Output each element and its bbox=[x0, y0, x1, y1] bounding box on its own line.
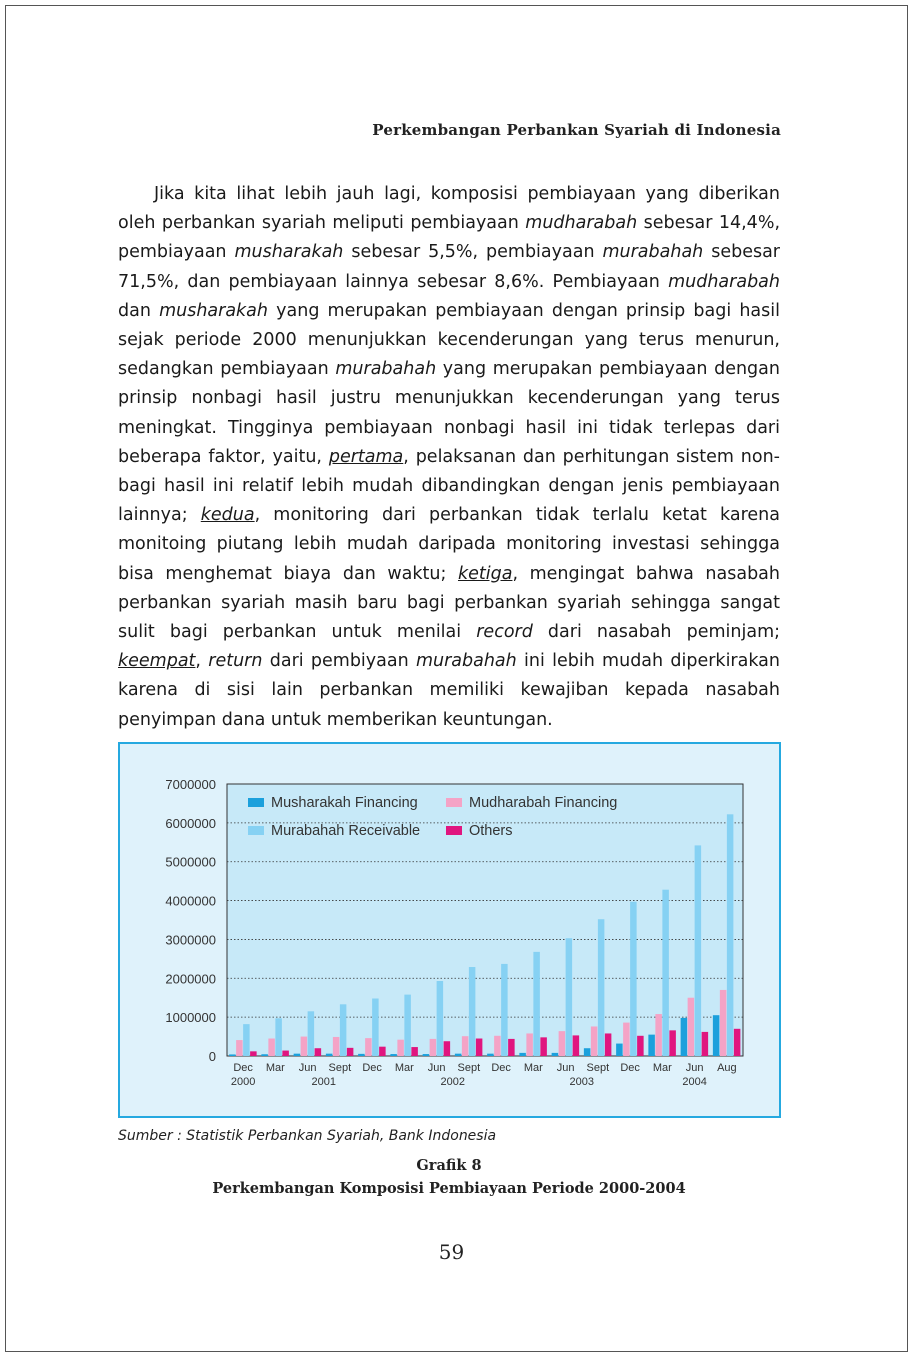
bar-murabahah-receivable bbox=[566, 938, 573, 1056]
x-tick-label: Jun bbox=[298, 1062, 317, 1074]
bar-murabahah-receivable bbox=[695, 845, 702, 1056]
legend-swatch bbox=[248, 826, 264, 835]
bar-murabahah-receivable bbox=[469, 967, 476, 1056]
bar-others bbox=[379, 1047, 386, 1056]
bar-mudharabah-financing bbox=[430, 1039, 437, 1056]
bar-others bbox=[444, 1041, 451, 1056]
body-paragraph: Jika kita lihat lebih jauh lagi, komposisi pembiayaan yang diberikan oleh perbankan syariah meliputi pembiayaan mudharabah sebesar 14,4%, pembiayaan musharakah sebesar 5,5%, pembiayaan murabahah sebesar 71,5%, dan pembiayaan lainnya sebesar 8,6%. Pembiayaan mudharabah dan musharakah yang merupakan pembiayaan dengan prinsip bagi hasil sejak periode 2000 menunjukkan kecenderungan yang terus menurun, sedangkan pembiayaan murabahah yang merupakan pembiayaan dengan prinsip nonbagi hasil justru menunjukkan kecenderungan yang terus meningkat. Tingginya pembiayaan nonbagi hasil ini tidak terlepas dari beberapa faktor, yaitu, pertama, pelaksanan dan perhitungan sistem non-bagi hasil ini relatif lebih mudah dibandingkan dengan jenis pembiayaan lainnya; kedua, monitoring dari perbankan tidak terlalu ketat karena monitoing piutang lebih mudah daripada monitoring investasi sehingga bisa menghemat biaya dan waktu; ketiga, mengingat bahwa nasabah perbankan syariah masih baru bagi perbankan syariah sehingga sangat sulit bagi perbankan untuk menilai record dari nasabah peminjam; keempat, return dari pembiyaan murabahah ini lebih mudah diperkirakan karena di sisi lain perbankan memiliki kewajiban kepada nasabah penyimpan dana untuk memberikan keuntungan. bbox=[118, 184, 781, 730]
x-tick-label: Dec bbox=[491, 1062, 511, 1074]
bar-others bbox=[573, 1035, 580, 1056]
bar-murabahah-receivable bbox=[533, 952, 540, 1056]
bar-musharakah-financing bbox=[584, 1048, 591, 1056]
bar-musharakah-financing bbox=[390, 1054, 397, 1056]
x-year-label: 2000 bbox=[230, 1076, 256, 1088]
bar-musharakah-financing bbox=[229, 1054, 236, 1056]
bar-murabahah-receivable bbox=[501, 964, 508, 1056]
x-tick-label: Dec bbox=[362, 1062, 382, 1074]
x-year-label: 2004 bbox=[682, 1076, 707, 1088]
x-tick-label: Mar bbox=[394, 1062, 414, 1074]
bar-mudharabah-financing bbox=[462, 1036, 469, 1056]
bar-murabahah-receivable bbox=[630, 902, 637, 1056]
y-tick-label: 7000000 bbox=[165, 777, 216, 792]
x-year-label: 2001 bbox=[311, 1076, 336, 1088]
bar-mudharabah-financing bbox=[591, 1026, 598, 1056]
bar-musharakah-financing bbox=[326, 1054, 333, 1056]
bar-others bbox=[702, 1032, 709, 1056]
legend-label: Mudharabah Financing bbox=[469, 795, 618, 811]
bar-musharakah-financing bbox=[487, 1054, 494, 1056]
bar-musharakah-financing bbox=[455, 1054, 462, 1056]
running-head: Perkembangan Perbankan Syariah di Indonesia bbox=[372, 121, 781, 139]
x-tick-label: Jun bbox=[556, 1062, 575, 1074]
bar-murabahah-receivable bbox=[340, 1004, 347, 1056]
bar-musharakah-financing bbox=[358, 1054, 365, 1056]
x-year-label: 2002 bbox=[440, 1076, 465, 1088]
y-tick-label: 3000000 bbox=[165, 932, 216, 948]
bar-murabahah-receivable bbox=[598, 919, 605, 1056]
x-tick-label: Dec bbox=[620, 1062, 640, 1074]
y-tick-label: 4000000 bbox=[165, 893, 216, 909]
chart-caption-number: Grafik 8 bbox=[416, 1157, 482, 1174]
bar-musharakah-financing bbox=[294, 1054, 301, 1056]
bar-musharakah-financing bbox=[261, 1054, 268, 1056]
bar-musharakah-financing bbox=[519, 1053, 526, 1056]
bar-others bbox=[605, 1033, 612, 1056]
x-tick-label: Mar bbox=[652, 1062, 672, 1074]
x-tick-label: Mar bbox=[265, 1062, 285, 1074]
chart-source: Sumber : Statistik Perbankan Syariah, Bank Indonesia bbox=[118, 1128, 497, 1144]
emphasis-ketiga: ketiga bbox=[457, 563, 513, 584]
x-year-label: 2003 bbox=[569, 1076, 594, 1088]
bar-others bbox=[411, 1047, 418, 1056]
bar-others bbox=[476, 1039, 483, 1056]
bar-mudharabah-financing bbox=[655, 1014, 662, 1056]
y-tick-label: 6000000 bbox=[165, 815, 216, 831]
bar-murabahah-receivable bbox=[243, 1024, 250, 1056]
bar-others bbox=[315, 1048, 322, 1056]
bar-mudharabah-financing bbox=[301, 1037, 308, 1056]
bar-others bbox=[734, 1029, 741, 1056]
bar-musharakah-financing bbox=[648, 1035, 655, 1056]
y-tick-label: 2000000 bbox=[165, 971, 216, 987]
bar-mudharabah-financing bbox=[236, 1040, 243, 1056]
chart-caption-title: Perkembangan Komposisi Pembiayaan Periode 2000-2004 bbox=[212, 1180, 686, 1197]
x-tick-label: Sept bbox=[457, 1062, 481, 1074]
y-tick-label: 1000000 bbox=[165, 1010, 216, 1026]
bar-mudharabah-financing bbox=[559, 1031, 566, 1056]
bar-mudharabah-financing bbox=[494, 1036, 501, 1056]
x-tick-label: Jun bbox=[685, 1062, 704, 1074]
bar-musharakah-financing bbox=[681, 1018, 688, 1056]
emphasis-keempat: keempat bbox=[118, 651, 196, 672]
page-number: 59 bbox=[438, 1240, 465, 1264]
bar-mudharabah-financing bbox=[397, 1040, 404, 1056]
bar-others bbox=[540, 1037, 547, 1056]
x-tick-label: Dec bbox=[233, 1062, 253, 1074]
bar-murabahah-receivable bbox=[404, 995, 411, 1056]
x-tick-label: Jun bbox=[427, 1062, 446, 1074]
bar-mudharabah-financing bbox=[688, 998, 695, 1056]
bar-murabahah-receivable bbox=[308, 1011, 315, 1056]
bar-others bbox=[347, 1048, 354, 1056]
bar-musharakah-financing bbox=[552, 1053, 559, 1056]
bar-mudharabah-financing bbox=[333, 1037, 340, 1056]
bar-murabahah-receivable bbox=[275, 1018, 282, 1056]
bar-musharakah-financing bbox=[713, 1015, 720, 1056]
bar-musharakah-financing bbox=[423, 1054, 430, 1056]
emphasis-kedua: kedua bbox=[200, 505, 255, 526]
x-tick-label: Mar bbox=[523, 1062, 543, 1074]
chart-frame bbox=[118, 742, 781, 1118]
y-tick-label: 5000000 bbox=[165, 854, 216, 870]
bar-mudharabah-financing bbox=[720, 990, 727, 1056]
bar-others bbox=[282, 1051, 289, 1056]
bar-others bbox=[637, 1036, 644, 1056]
bar-mudharabah-financing bbox=[268, 1039, 275, 1056]
legend-label: Musharakah Financing bbox=[271, 795, 418, 811]
legend-swatch bbox=[446, 798, 462, 807]
bar-others bbox=[669, 1030, 676, 1056]
legend-label: Murabahah Receivable bbox=[271, 823, 421, 839]
x-tick-label: Sept bbox=[586, 1062, 610, 1074]
emphasis-pertama: pertama bbox=[328, 446, 404, 467]
legend-swatch bbox=[248, 798, 264, 807]
bar-chart bbox=[120, 744, 779, 1116]
bar-murabahah-receivable bbox=[372, 998, 379, 1056]
bar-murabahah-receivable bbox=[727, 814, 734, 1056]
legend-swatch bbox=[446, 826, 462, 835]
y-tick-label: 0 bbox=[208, 1049, 216, 1064]
bar-mudharabah-financing bbox=[365, 1038, 372, 1056]
x-tick-label: Aug bbox=[717, 1062, 737, 1074]
bar-murabahah-receivable bbox=[437, 981, 444, 1056]
x-tick-label: Sept bbox=[328, 1062, 352, 1074]
bar-mudharabah-financing bbox=[526, 1033, 533, 1056]
bar-murabahah-receivable bbox=[662, 890, 669, 1056]
bar-musharakah-financing bbox=[616, 1044, 623, 1056]
bar-others bbox=[250, 1051, 257, 1056]
bar-mudharabah-financing bbox=[623, 1023, 630, 1056]
legend-label: Others bbox=[469, 823, 513, 839]
bar-others bbox=[508, 1039, 515, 1056]
